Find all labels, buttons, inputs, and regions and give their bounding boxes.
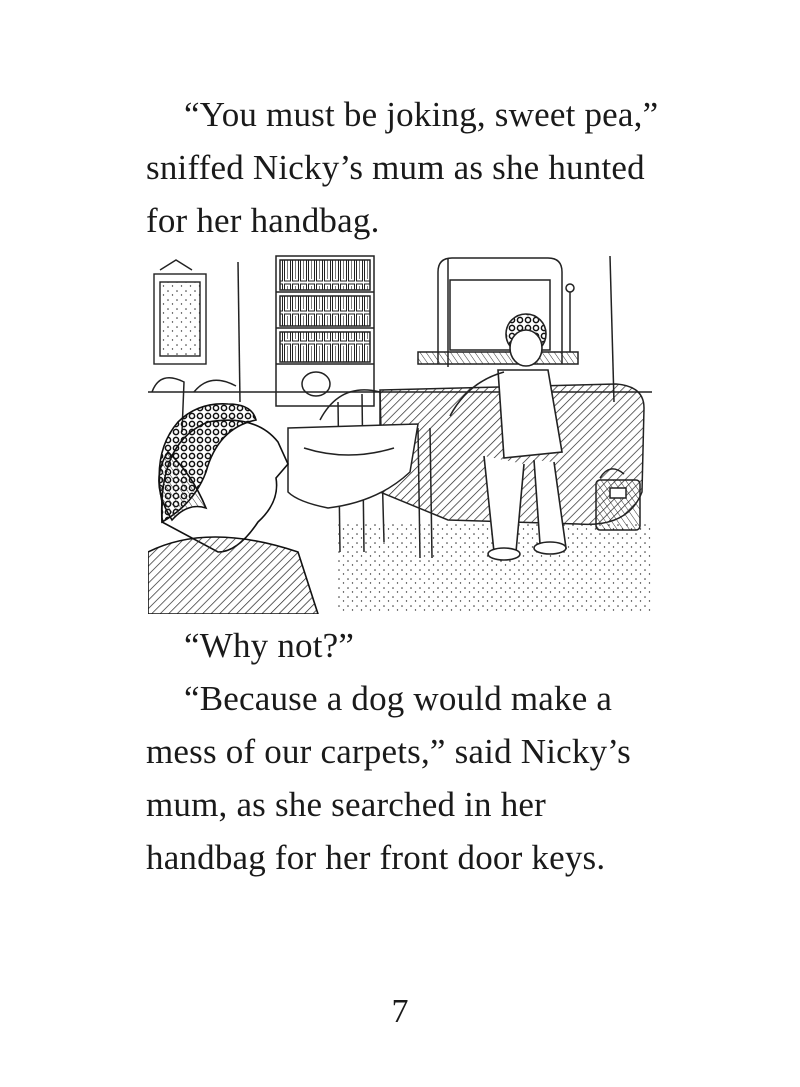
paragraph: “Why not?” [184, 626, 355, 665]
bottom-text-block [146, 619, 666, 884]
paragraph: “Because a dog would make a mess of our carpets,” said Nicky’s mum, as she searched in her handbag for her front door keys. [146, 679, 632, 877]
wall-picture [154, 260, 206, 364]
illustration [148, 252, 652, 614]
page-number: 7 [391, 993, 409, 1030]
bookcase [276, 256, 374, 406]
paragraph: “You must be joking, sweet pea,” sniffed Nicky’s mum as she hunted for her handbag. [146, 95, 659, 240]
illustration-drawing [148, 252, 652, 614]
top-text-block [146, 88, 666, 247]
doorway [418, 258, 578, 364]
